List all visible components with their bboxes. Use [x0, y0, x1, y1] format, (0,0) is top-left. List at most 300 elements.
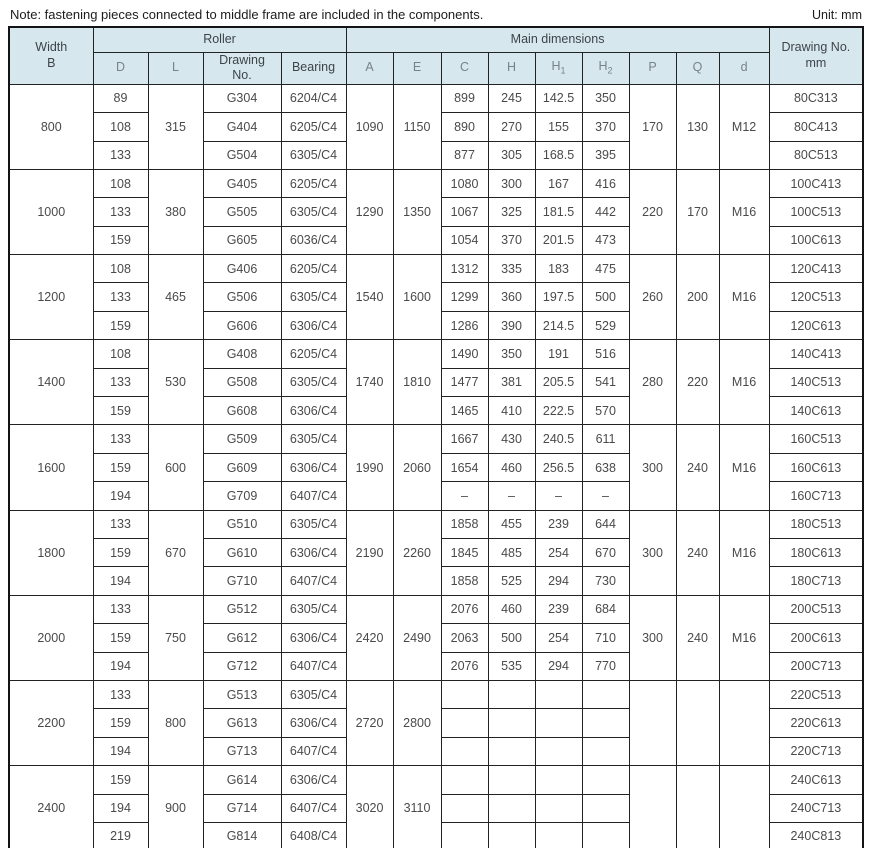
roller-d-cell: 108 [93, 255, 148, 283]
dim-c-cell [441, 680, 488, 708]
dim-h1-cell [535, 737, 582, 765]
dim-h1-cell: 191 [535, 340, 582, 368]
dim-c-cell: 1858 [441, 567, 488, 595]
dim-h1-cell: 256.5 [535, 453, 582, 481]
dimensions-table [8, 26, 864, 848]
col-header-q: Q [676, 52, 719, 84]
roller-d-cell: 108 [93, 340, 148, 368]
roller-d-cell: 133 [93, 368, 148, 396]
dim-h-cell [488, 822, 535, 848]
dim-c-cell: 1299 [441, 283, 488, 311]
drawing-no-mm-cell: 180C513 [769, 510, 863, 538]
dim-h-cell: 485 [488, 539, 535, 567]
drawing-no-mm-cell: 240C713 [769, 794, 863, 822]
roller-drawing-no-cell: G612 [203, 624, 281, 652]
dim-p-cell: 260 [629, 255, 676, 340]
roller-d-cell: 194 [93, 794, 148, 822]
dim-c-cell: 1845 [441, 539, 488, 567]
col-header-h2: $H_2$ [582, 52, 629, 84]
dim-c-cell: 1054 [441, 226, 488, 254]
bearing-cell: 6305/C4 [281, 595, 346, 623]
col-header-l: L [148, 52, 203, 84]
col-header-h1: $H_1$ [535, 52, 582, 84]
dim-h-cell [488, 680, 535, 708]
roller-drawing-no-cell: G509 [203, 425, 281, 453]
bearing-cell: 6205/C4 [281, 113, 346, 141]
bearing-cell: 6407/C4 [281, 567, 346, 595]
col-header-d: D [93, 52, 148, 84]
dim-h2-cell: 670 [582, 539, 629, 567]
roller-l-cell: 900 [148, 766, 203, 848]
dim-e-cell: 1150 [393, 84, 441, 169]
dim-c-cell [441, 709, 488, 737]
roller-d-cell: 133 [93, 510, 148, 538]
bearing-cell: 6306/C4 [281, 624, 346, 652]
dim-h-cell [488, 709, 535, 737]
bearing-cell: 6407/C4 [281, 794, 346, 822]
dim-q-cell [676, 766, 719, 848]
dim-a-cell: 1090 [346, 84, 393, 169]
dim-h-cell: 381 [488, 368, 535, 396]
dim-d-thread-cell: M16 [719, 425, 769, 510]
dim-h2-cell: 473 [582, 226, 629, 254]
dim-h-cell: 500 [488, 624, 535, 652]
table-row [9, 340, 863, 368]
dim-a-cell: 1290 [346, 169, 393, 254]
bearing-cell: 6305/C4 [281, 141, 346, 169]
dim-h1-cell [535, 794, 582, 822]
dim-h-cell: 460 [488, 453, 535, 481]
dim-h-cell: 410 [488, 397, 535, 425]
dim-h1-cell: 181.5 [535, 198, 582, 226]
table-row [9, 595, 863, 623]
dim-h2-cell [582, 766, 629, 794]
roller-drawing-no-cell: G506 [203, 283, 281, 311]
dim-c-cell: 1312 [441, 255, 488, 283]
sub-header-row [9, 52, 863, 84]
dim-c-cell [441, 737, 488, 765]
dim-c-cell: 877 [441, 141, 488, 169]
dim-h-cell: – [488, 482, 535, 510]
dim-h1-cell [535, 822, 582, 848]
dim-h2-cell: – [582, 482, 629, 510]
drawing-no-mm-cell: 180C613 [769, 539, 863, 567]
table-row [9, 510, 863, 538]
dim-d-thread-cell: M16 [719, 510, 769, 595]
dim-e-cell: 2060 [393, 425, 441, 510]
dim-c-cell [441, 766, 488, 794]
dim-c-cell: 2063 [441, 624, 488, 652]
bearing-cell: 6204/C4 [281, 84, 346, 112]
drawing-no-mm-cell: 80C413 [769, 113, 863, 141]
dim-p-cell [629, 680, 676, 765]
roller-drawing-no-cell: G512 [203, 595, 281, 623]
col-header-width-b [9, 27, 93, 84]
roller-d-cell: 108 [93, 113, 148, 141]
col-header-d: d [719, 52, 769, 84]
dim-c-cell: 1286 [441, 311, 488, 339]
table-row [9, 680, 863, 708]
roller-l-cell: 315 [148, 84, 203, 169]
table-row [9, 169, 863, 197]
note-text: Note: fastening pieces connected to middle frame are included in the components. [10, 7, 484, 22]
dim-h1-cell: 168.5 [535, 141, 582, 169]
dim-c-cell: 1654 [441, 453, 488, 481]
dim-h-cell: 455 [488, 510, 535, 538]
dim-h1-cell: 167 [535, 169, 582, 197]
bearing-cell: 6305/C4 [281, 425, 346, 453]
dim-h1-cell: 183 [535, 255, 582, 283]
dim-h2-cell: 638 [582, 453, 629, 481]
bearing-cell: 6305/C4 [281, 368, 346, 396]
dim-a-cell: 2720 [346, 680, 393, 765]
dim-c-cell: 1067 [441, 198, 488, 226]
dim-h1-cell: 214.5 [535, 311, 582, 339]
roller-drawing-no-cell: G714 [203, 794, 281, 822]
dim-h2-cell: 644 [582, 510, 629, 538]
dim-h1-cell: 254 [535, 539, 582, 567]
dim-c-cell: 1667 [441, 425, 488, 453]
dim-h-cell: 460 [488, 595, 535, 623]
dim-d-thread-cell: M16 [719, 340, 769, 425]
roller-drawing-no-cell: G405 [203, 169, 281, 197]
col-header-a: A [346, 52, 393, 84]
dim-h2-cell: 500 [582, 283, 629, 311]
dim-h1-cell: 239 [535, 595, 582, 623]
col-header-drawing-no-: Drawing No. [203, 52, 281, 84]
roller-drawing-no-cell: G513 [203, 680, 281, 708]
roller-d-cell: 194 [93, 652, 148, 680]
table-row [9, 766, 863, 794]
roller-drawing-no-cell: G304 [203, 84, 281, 112]
bearing-cell: 6305/C4 [281, 680, 346, 708]
roller-drawing-no-cell: G510 [203, 510, 281, 538]
dim-a-cell: 1740 [346, 340, 393, 425]
col-header-p: P [629, 52, 676, 84]
drawing-no-mm-cell: 120C413 [769, 255, 863, 283]
roller-d-cell: 159 [93, 226, 148, 254]
dim-h-cell: 350 [488, 340, 535, 368]
roller-l-cell: 380 [148, 169, 203, 254]
roller-drawing-no-cell: G609 [203, 453, 281, 481]
dim-h-cell: 535 [488, 652, 535, 680]
roller-d-cell: 159 [93, 397, 148, 425]
col-header-roller: Roller [93, 27, 346, 52]
dim-c-cell: 890 [441, 113, 488, 141]
roller-drawing-no-cell: G710 [203, 567, 281, 595]
drawing-no-label-line2: mm [805, 55, 827, 70]
unit-label: Unit: mm [812, 8, 862, 22]
roller-d-cell: 108 [93, 169, 148, 197]
drawing-no-mm-cell: 120C513 [769, 283, 863, 311]
dim-h2-cell: 684 [582, 595, 629, 623]
bearing-cell: 6306/C4 [281, 397, 346, 425]
bearing-cell: 6408/C4 [281, 822, 346, 848]
dim-c-cell: 1490 [441, 340, 488, 368]
bearing-cell: 6306/C4 [281, 709, 346, 737]
width-b-cell: 1000 [9, 169, 93, 254]
roller-drawing-no-cell: G814 [203, 822, 281, 848]
roller-d-cell: 194 [93, 737, 148, 765]
col-header-e: E [393, 52, 441, 84]
drawing-no-mm-cell: 80C313 [769, 84, 863, 112]
dim-e-cell: 2260 [393, 510, 441, 595]
dim-h2-cell [582, 794, 629, 822]
dim-h2-cell: 529 [582, 311, 629, 339]
drawing-no-mm-cell: 100C413 [769, 169, 863, 197]
dim-h-cell [488, 794, 535, 822]
dim-h-cell [488, 766, 535, 794]
dim-h1-cell: 205.5 [535, 368, 582, 396]
roller-drawing-no-cell: G709 [203, 482, 281, 510]
dim-h-cell: 430 [488, 425, 535, 453]
roller-l-cell: 530 [148, 340, 203, 425]
dim-h1-cell [535, 766, 582, 794]
bearing-cell: 6407/C4 [281, 652, 346, 680]
roller-d-cell: 159 [93, 766, 148, 794]
dim-h2-cell: 395 [582, 141, 629, 169]
dim-h2-cell: 611 [582, 425, 629, 453]
dim-h-cell: 270 [488, 113, 535, 141]
dim-h2-cell: 770 [582, 652, 629, 680]
roller-drawing-no-cell: G606 [203, 311, 281, 339]
drawing-no-mm-cell: 140C413 [769, 340, 863, 368]
dim-q-cell: 220 [676, 340, 719, 425]
dim-d-thread-cell [719, 766, 769, 848]
roller-d-cell: 133 [93, 283, 148, 311]
dim-q-cell: 240 [676, 595, 719, 680]
dim-h1-cell: 294 [535, 567, 582, 595]
dim-d-thread-cell: M16 [719, 169, 769, 254]
dim-q-cell: 240 [676, 425, 719, 510]
bearing-cell: 6305/C4 [281, 283, 346, 311]
roller-drawing-no-cell: G504 [203, 141, 281, 169]
dim-a-cell: 3020 [346, 766, 393, 848]
drawing-no-mm-cell: 240C613 [769, 766, 863, 794]
drawing-no-label-line1: Drawing No. [781, 40, 851, 55]
drawing-no-mm-cell: 200C713 [769, 652, 863, 680]
dim-h2-cell: 710 [582, 624, 629, 652]
roller-drawing-no-cell: G712 [203, 652, 281, 680]
drawing-no-mm-cell: 240C813 [769, 822, 863, 848]
dim-e-cell: 1600 [393, 255, 441, 340]
roller-l-cell: 750 [148, 595, 203, 680]
dim-d-thread-cell [719, 680, 769, 765]
dim-q-cell: 240 [676, 510, 719, 595]
width-label-line1: Width [35, 40, 68, 55]
dim-c-cell: 2076 [441, 652, 488, 680]
roller-drawing-no-cell: G610 [203, 539, 281, 567]
width-b-cell: 2400 [9, 766, 93, 848]
col-header-bearing: Bearing [281, 52, 346, 84]
drawing-no-mm-cell: 140C613 [769, 397, 863, 425]
top-bar [0, 0, 870, 26]
dim-h2-cell [582, 737, 629, 765]
table-header [9, 27, 863, 84]
col-header-drawing-no-mm [769, 27, 863, 84]
drawing-no-mm-cell: 200C613 [769, 624, 863, 652]
dim-h2-cell: 416 [582, 169, 629, 197]
dim-e-cell: 2800 [393, 680, 441, 765]
dim-c-cell: 1465 [441, 397, 488, 425]
dim-h2-cell: 475 [582, 255, 629, 283]
roller-d-cell: 159 [93, 539, 148, 567]
dim-h1-cell: 142.5 [535, 84, 582, 112]
dim-a-cell: 2190 [346, 510, 393, 595]
dim-p-cell: 220 [629, 169, 676, 254]
dim-q-cell: 130 [676, 84, 719, 169]
dim-h2-cell: 370 [582, 113, 629, 141]
dim-h1-cell [535, 709, 582, 737]
dim-c-cell: – [441, 482, 488, 510]
roller-d-cell: 89 [93, 84, 148, 112]
bearing-cell: 6205/C4 [281, 255, 346, 283]
dim-e-cell: 1350 [393, 169, 441, 254]
dim-d-thread-cell: M16 [719, 255, 769, 340]
dim-h2-cell: 442 [582, 198, 629, 226]
col-header-c: C [441, 52, 488, 84]
width-b-cell: 2200 [9, 680, 93, 765]
roller-l-cell: 670 [148, 510, 203, 595]
dim-a-cell: 1540 [346, 255, 393, 340]
table-row [9, 255, 863, 283]
roller-l-cell: 600 [148, 425, 203, 510]
roller-d-cell: 133 [93, 425, 148, 453]
col-header-h: H [488, 52, 535, 84]
drawing-no-mm-cell: 160C613 [769, 453, 863, 481]
width-b-cell: 1400 [9, 340, 93, 425]
roller-d-cell: 159 [93, 453, 148, 481]
roller-d-cell: 133 [93, 198, 148, 226]
dim-h1-cell: 254 [535, 624, 582, 652]
bearing-cell: 6305/C4 [281, 198, 346, 226]
dim-h-cell: 525 [488, 567, 535, 595]
dim-c-cell: 1080 [441, 169, 488, 197]
dim-q-cell [676, 680, 719, 765]
dim-h1-cell: 222.5 [535, 397, 582, 425]
roller-d-cell: 133 [93, 141, 148, 169]
table-row [9, 84, 863, 112]
dim-h2-cell: 350 [582, 84, 629, 112]
dim-h-cell: 360 [488, 283, 535, 311]
drawing-no-mm-cell: 80C513 [769, 141, 863, 169]
dim-h-cell: 335 [488, 255, 535, 283]
dim-c-cell [441, 822, 488, 848]
dim-h2-cell [582, 709, 629, 737]
bearing-cell: 6036/C4 [281, 226, 346, 254]
roller-d-cell: 194 [93, 482, 148, 510]
dim-q-cell: 200 [676, 255, 719, 340]
roller-d-cell: 133 [93, 680, 148, 708]
bearing-cell: 6305/C4 [281, 510, 346, 538]
dim-h-cell: 245 [488, 84, 535, 112]
col-header-main-dimensions: Main dimensions [346, 27, 769, 52]
dim-p-cell: 280 [629, 340, 676, 425]
bearing-cell: 6205/C4 [281, 169, 346, 197]
dim-h2-cell [582, 680, 629, 708]
roller-drawing-no-cell: G713 [203, 737, 281, 765]
width-b-cell: 1800 [9, 510, 93, 595]
roller-drawing-no-cell: G406 [203, 255, 281, 283]
dim-h1-cell: 197.5 [535, 283, 582, 311]
table-row [9, 425, 863, 453]
drawing-no-mm-cell: 220C713 [769, 737, 863, 765]
roller-l-cell: 800 [148, 680, 203, 765]
dim-a-cell: 2420 [346, 595, 393, 680]
drawing-no-mm-cell: 180C713 [769, 567, 863, 595]
dim-c-cell: 2076 [441, 595, 488, 623]
dim-e-cell: 2490 [393, 595, 441, 680]
dim-h1-cell: 240.5 [535, 425, 582, 453]
drawing-no-mm-cell: 140C513 [769, 368, 863, 396]
roller-drawing-no-cell: G608 [203, 397, 281, 425]
dim-h2-cell: 541 [582, 368, 629, 396]
roller-d-cell: 159 [93, 311, 148, 339]
roller-d-cell: 159 [93, 709, 148, 737]
roller-drawing-no-cell: G505 [203, 198, 281, 226]
dim-c-cell: 899 [441, 84, 488, 112]
dim-c-cell: 1477 [441, 368, 488, 396]
roller-d-cell: 133 [93, 595, 148, 623]
bearing-cell: 6306/C4 [281, 311, 346, 339]
width-b-cell: 1200 [9, 255, 93, 340]
roller-l-cell: 465 [148, 255, 203, 340]
bearing-cell: 6306/C4 [281, 453, 346, 481]
bearing-cell: 6407/C4 [281, 737, 346, 765]
dim-p-cell: 170 [629, 84, 676, 169]
roller-drawing-no-cell: G614 [203, 766, 281, 794]
dim-c-cell: 1858 [441, 510, 488, 538]
dim-h1-cell: 201.5 [535, 226, 582, 254]
dim-p-cell: 300 [629, 510, 676, 595]
dim-h1-cell: 294 [535, 652, 582, 680]
dim-e-cell: 1810 [393, 340, 441, 425]
dim-h2-cell: 730 [582, 567, 629, 595]
roller-drawing-no-cell: G404 [203, 113, 281, 141]
width-b-cell: 1600 [9, 425, 93, 510]
dim-d-thread-cell: M12 [719, 84, 769, 169]
dim-h-cell: 325 [488, 198, 535, 226]
dim-h-cell: 370 [488, 226, 535, 254]
roller-d-cell: 159 [93, 624, 148, 652]
width-b-cell: 800 [9, 84, 93, 169]
dim-h2-cell: 516 [582, 340, 629, 368]
dim-a-cell: 1990 [346, 425, 393, 510]
roller-drawing-no-cell: G508 [203, 368, 281, 396]
dim-e-cell: 3110 [393, 766, 441, 848]
dim-h1-cell: 155 [535, 113, 582, 141]
dim-p-cell: 300 [629, 595, 676, 680]
drawing-no-mm-cell: 120C613 [769, 311, 863, 339]
width-b-cell: 2000 [9, 595, 93, 680]
drawing-no-mm-cell: 100C613 [769, 226, 863, 254]
table-body [9, 84, 863, 848]
drawing-no-mm-cell: 200C513 [769, 595, 863, 623]
drawing-no-mm-cell: 100C513 [769, 198, 863, 226]
bearing-cell: 6306/C4 [281, 766, 346, 794]
bearing-cell: 6205/C4 [281, 340, 346, 368]
bearing-cell: 6407/C4 [281, 482, 346, 510]
dim-h-cell: 390 [488, 311, 535, 339]
dim-p-cell: 300 [629, 425, 676, 510]
bearing-cell: 6306/C4 [281, 539, 346, 567]
drawing-no-mm-cell: 160C713 [769, 482, 863, 510]
dim-h2-cell [582, 822, 629, 848]
group-header-row [9, 27, 863, 52]
drawing-no-mm-cell: 160C513 [769, 425, 863, 453]
dim-q-cell: 170 [676, 169, 719, 254]
dim-p-cell [629, 766, 676, 848]
